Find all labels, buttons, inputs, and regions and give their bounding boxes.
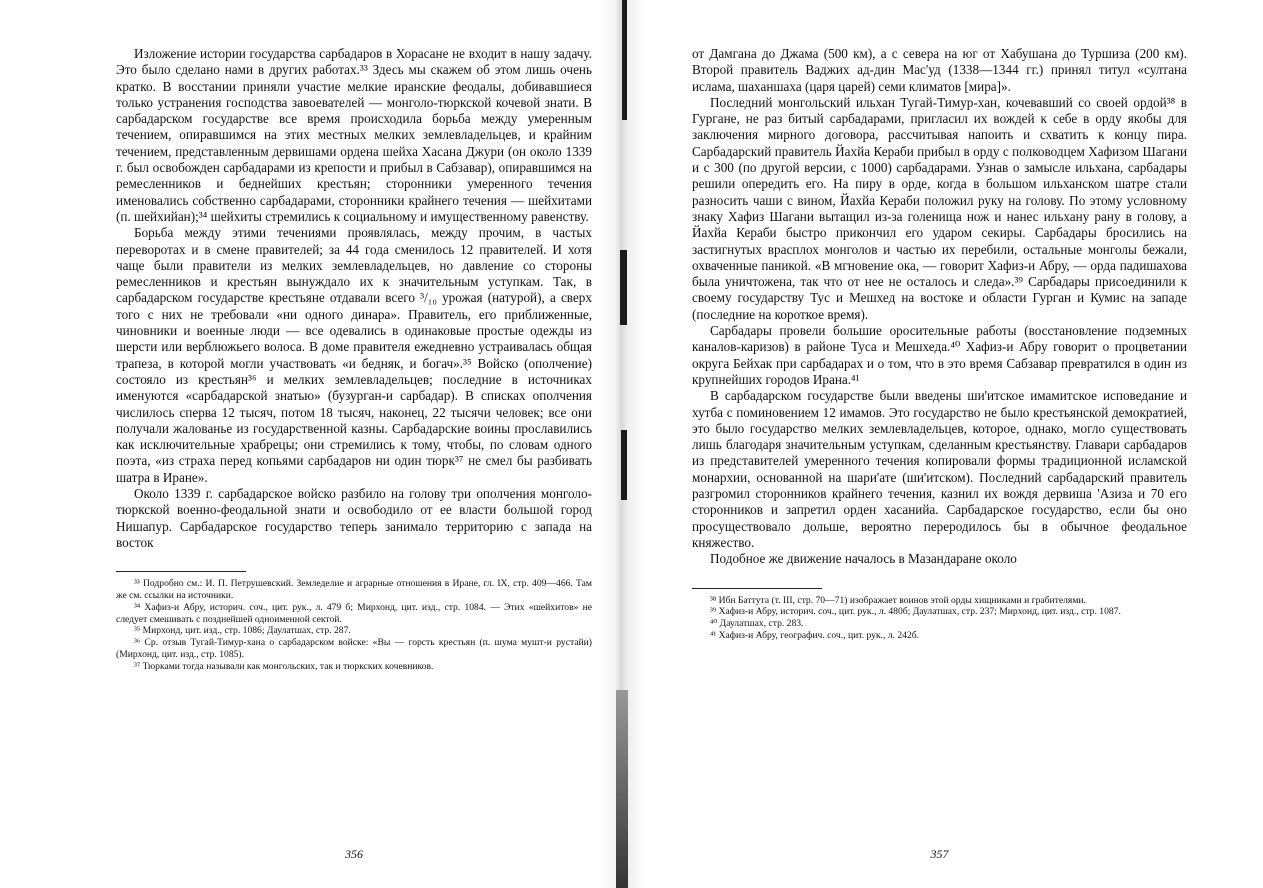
- footnote: ⁴¹ Хафиз-и Абру, географич. соч., цит. рук., л. 242б.: [710, 629, 920, 641]
- footnote: ³⁸ Ибн Баттута (т. III, стр. 70—71) изображает воинов этой орды хищниками и грабителями.: [710, 594, 1086, 606]
- footnote-divider: [116, 571, 246, 572]
- footnote: ³³ Подробно см.: И. П. Петрушевский. Земледелие и аграрные отношения в Иране, гл. IX, стр. 409—466. Там же см. ссылки на источники.: [116, 578, 592, 601]
- scan-artifact: [620, 250, 627, 325]
- scan-artifact: [621, 430, 627, 500]
- page-number: 356: [345, 847, 363, 861]
- paragraph: Сарбадары провели большие оросительные работы (восстановление подземных каналов-каризов) в районе Туса и Мешхеда.⁴⁰ Хафиз-и Абру говорит о процветании округа Бейхак при сарбадарах и о том, что в это время Сабзавар превратился в один из крупнейших городов Ирана.⁴¹: [692, 323, 1187, 387]
- footnote: ³⁷ Тюрками тогда называли как монгольских, так и тюркских кочевников.: [134, 660, 434, 672]
- paragraph: Около 1339 г. сарбадарское войско разбило на голову три ополчения монголо-тюркской военно-феодальной знати и освободило от ее власти большой город Нишапур. Сарбадарское государство теперь занимало территорию с запада на восток: [116, 486, 592, 550]
- footnote: ³⁵ Мирхонд, цит. изд., стр. 1086; Даулатшах, стр. 287.: [134, 625, 351, 637]
- footnotes: [692, 595, 1187, 642]
- scan-artifact: [622, 0, 627, 120]
- footnote: ⁴⁰ Даулатшах, стр. 283.: [710, 618, 804, 630]
- left-page: [0, 0, 610, 888]
- paragraph: Изложение истории государства сарбадаров в Хорасане не входит в нашу задачу. Это было сделано нами в других работах.³³ Здесь мы скажем об этом лишь очень кратко. В восстании приняли участие мелкие иранские феодалы, добивавшиеся только устранения господства завоевателей — монголо-тюркской кочевой знати. В сарбадарском государстве все время происходила борьба между умеренным течением, опиравшимся на этих местных мелких землевладельцев, и крайним течением, представленным дервишами ордена шейха Хасана Джури (он около 1339 г. был освобожден сарбадарами из крепости и прибыл в Сабзавар), опиравшимся на ремесленников и беднейших крестьян; сторонники умеренного течения именовались собственно сарбадарами, сторонники крайнего течения — шейхитами (п. шейхийан);³⁴ шейхиты стремились к социальному и имущественному равенству.: [116, 46, 592, 224]
- paragraph: от Дамгана до Джама (500 км), а с севера на юг от Хабушана до Туршиза (200 км). Второй правитель Ваджих ад-дин Мас'уд (1338—1344 гг.) принял титул «султана ислама, шаханшаха (царя царей) семи климатов [мира]».: [692, 46, 1187, 94]
- paragraph: В сарбадарском государстве были введены ши'итское имамитское исповедание и хутба с поминовением 12 имамов. Это государство не было крестьянской демократией, это было государство мелких землевладельцев, которое, однако, могло существовать лишь благодаря значительным уступкам, сделанным крестьянству. Главари сарбадаров из представителей умеренного течения копировали формы традиционной исламской монархии, основанной на шари'ате (ши'итском). Последний сарбадарский правитель разгромил сторонников крайнего течения, казнил их вождя дервиша 'Азиза и 70 его сторонников и запретил орден хасанийа. Сарбадарское государство, если бы оно просуществовало дольше, вероятно переродилось бы в обычное феодальное княжество.: [692, 388, 1187, 550]
- body-text: [116, 46, 592, 551]
- body-text: [692, 46, 1187, 568]
- footnote: ³⁶ Ср. отзыв Тугай-Тимур-хана о сарбадарском войске: «Вы — горсть крестьян (п. шума мушт-и рустайи) (Мирхонд, цит. изд., стр. 1085).: [116, 637, 592, 660]
- page-number: 357: [930, 847, 949, 861]
- right-page: [640, 0, 1263, 888]
- footnote-divider: [692, 588, 822, 589]
- footnotes: [116, 578, 592, 672]
- footnote: ³⁹ Хафиз-и Абру, историч. соч., цит. рук., л. 480б; Даулатшах, стр. 237; Мирхонд, цит. изд., стр. 1087.: [710, 606, 1121, 618]
- scan-artifact: [616, 690, 628, 888]
- footnote: ³⁴ Хафиз-и Абру, историч. соч., цит. рук., л. 479 б; Мирхонд, цит. изд., стр. 1084. — Этих «шейхитов» не следует смешивать с позднейшей одноименной сектой.: [116, 601, 592, 625]
- paragraph: Подобное же движение началось в Мазандаране около: [710, 551, 1017, 567]
- paragraph: Последний монгольский ильхан Тугай-Тимур-хан, кочевавший со своей ордой³⁸ в Гургане, не раз битый сарбадарами, пригласил их вождей к себе в орду якобы для заключения мирного договора, рассчитывая напоить и схватить к концу пира. Сарбадарский правитель Йахйа Кераби прибыл в орду с полководцем Хафизом Шагани и с 300 (по другой версии, с 1000) сарбадарами. Узнав о замысле ильхана, сарбадары решили опередить его. На пиру в орде, когда в большом ильханском шатре стали разносить чаши с вином, Йахйа Кераби положил руку на голову. По этому условному знаку Хафиз Шагани вытащил из-за голенища нож и нанес ильхану рану в голову, а Йахйа Кераби быстро прикончил его ударом секиры. Сарбадары бросились на застигнутых врасплох монголов и частью их перебили, остальные монголы бежали, охваченные паникой. «В мгновение ока, — говорит Хафиз-и Абру, — орда падишахова была уничтожена, так что от нее не осталось и следа».³⁹ Сарбадары присоединили к своему государству Тус и Мешхед на востоке и области Гурган и Кумис на западе (последние на короткое время).: [692, 94, 1187, 322]
- paragraph: Борьба между этими течениями проявлялась, между прочим, в частых переворотах и в смене правителей; за 44 года сменилось 12 правителей. И хотя чаще были правители из мелких землевладельцев, но давление со стороны ремесленников и крестьян вынуждало их к значительным уступкам. Так, в сарбадарском государстве крестьяне отдавали всего ³/₁₀ урожая (натурой), а сверх того с них не требовали «ни одного динара». Правитель, его приближенные, чиновники и военные люди — все одевались в одинаковые простые одежды из шерсти или верблюжьего волоса. В доме правителя ежедневно устраивалась общая трапеза, в которой могли участвовать «и бедняк, и богач».³⁵ Войско (ополчение) состояло из крестьян³⁶ и мелких землевладельцев; последние в источниках именуются «сарбадарской знатью» (бузурган-и сарбадар). В списках ополчения числилось сперва 12 тысяч, потом 18 тысяч, наконец, 22 тысячи человек; все они получали жалованье из государственной казны. Сарбадарские воины прославились как исключительные храбрецы; они стремились к тому, чтобы, по словам одного поэта, «из страха перед копьями сарбадаров ни один тюрк³⁷ не смел бы разбивать шатра в Иране».: [116, 225, 592, 485]
